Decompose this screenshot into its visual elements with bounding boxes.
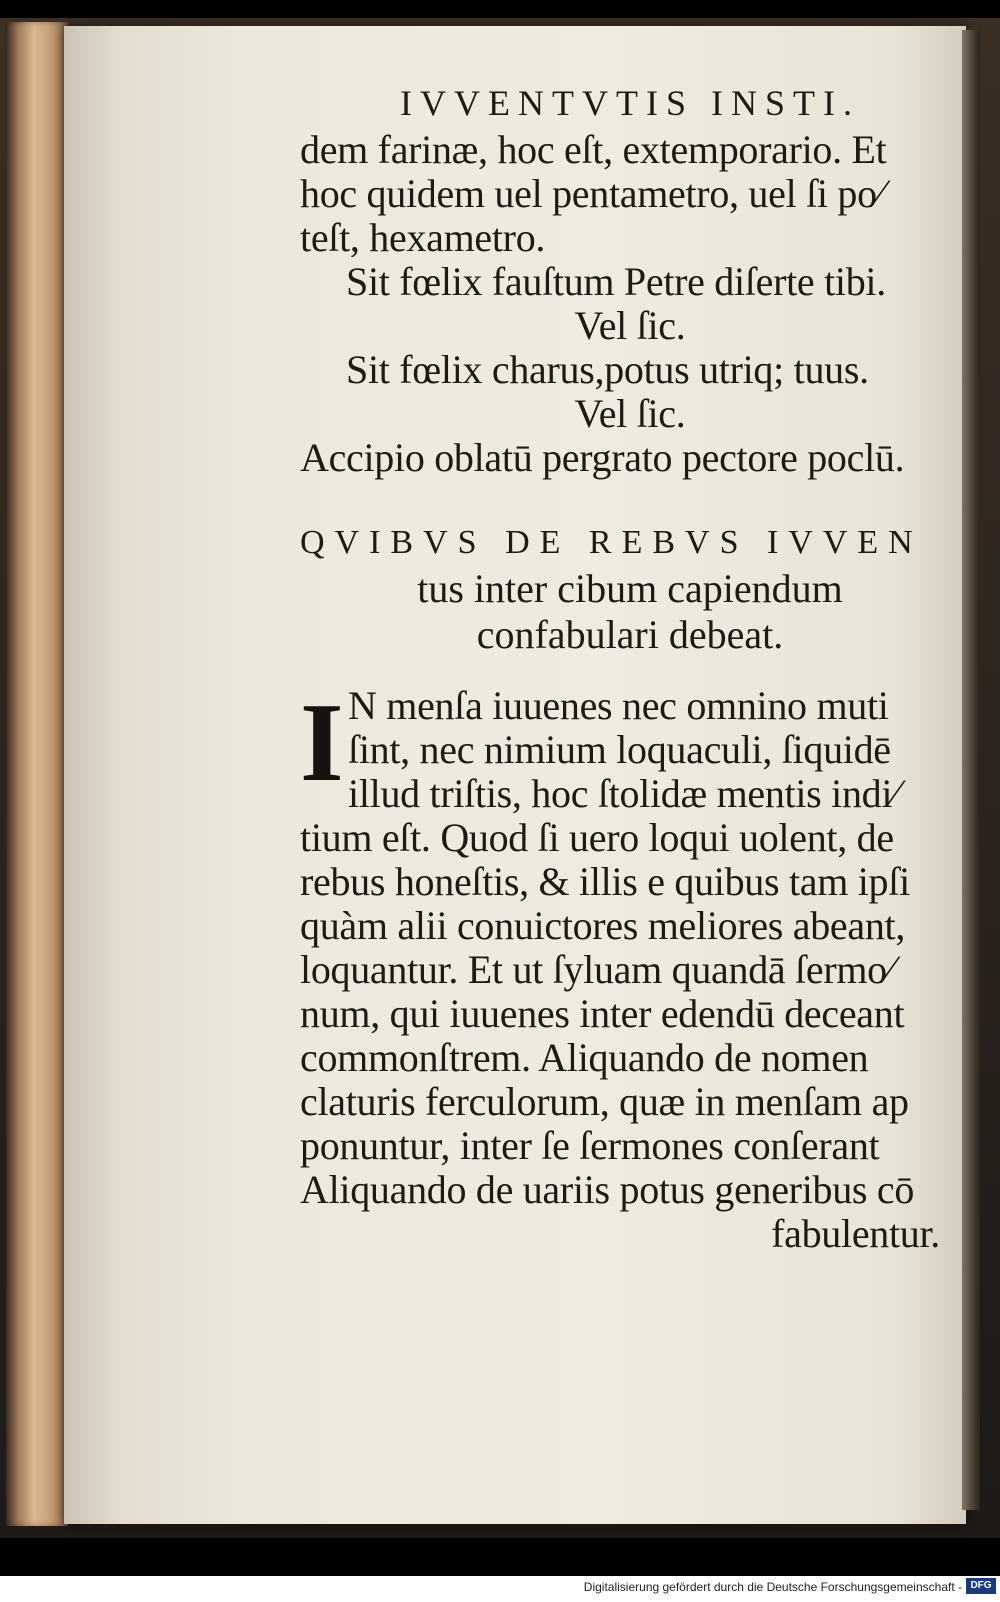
dfg-logo: DFG [966, 1578, 996, 1594]
text-line: ſint, nec nimium loquaculi, ſiquidē [348, 727, 891, 772]
text-line: hoc quidem uel pentametro, uel ſi po⁄ [300, 171, 884, 216]
verse-line: Sit fœlix fauſtum Petre diſerte tibi. [346, 259, 886, 304]
text-line: ponuntur, inter ſe ſermones conſerant [300, 1123, 880, 1168]
body-paragraph [300, 681, 960, 1256]
text-line: dem farinæ, hoc eſt, extemporario. Et [300, 127, 887, 172]
page-stack-edge [6, 22, 68, 1526]
text-line: loquantur. Et ut ſyluam quandā ſermo⁄ [300, 947, 894, 992]
page-gutter-shadow [962, 30, 980, 1510]
section-heading-line: confabulari debeat. [476, 612, 784, 657]
text-line: quàm alii conuictores meliores abeant, [300, 903, 906, 948]
text-line: teſt, hexametro. [300, 215, 546, 260]
text-line: illud triſtis, hoc ſtolidæ mentis indi⁄ [348, 771, 899, 816]
text-line: Aliquando de uariis potus generibus cō [300, 1167, 915, 1212]
section-heading-caps: QVIBVS DE REBVS IVVEN [300, 524, 923, 561]
text-line: rebus honeſtis, & illis e quibus tam ipſi [300, 859, 910, 904]
text-line: commonſtrem. Aliquando de nomen [300, 1035, 869, 1080]
text-line: num, qui iuuenes inter edendū deceant [300, 991, 905, 1036]
section-heading-line: tus inter cibum capiendum [417, 566, 843, 611]
text-line-last: fabulentur. [771, 1211, 940, 1256]
running-head: IVVENTVTIS INSTI. [400, 83, 860, 123]
text-line: tium eſt. Quod ſi uero loqui uolent, de [300, 815, 894, 860]
verse-line: Accipio oblatū pergrato pectore poclū. [300, 435, 905, 480]
verse-separator: Vel ſic. [574, 303, 686, 348]
footer-credit: Digitalisierung gefördert durch die Deutsche Forschungsgemeinschaft - [583, 1580, 962, 1594]
text-line: claturis ferculorum, quæ in menſam ap [300, 1079, 909, 1124]
verse-separator: Vel ſic. [574, 391, 686, 436]
text-line: N menſa iuuenes nec omnino muti [348, 683, 889, 728]
drop-cap: I [300, 681, 344, 805]
page-text [300, 82, 960, 1256]
verse-line: Sit fœlix charus,potus utriq; tuus. [346, 347, 869, 392]
